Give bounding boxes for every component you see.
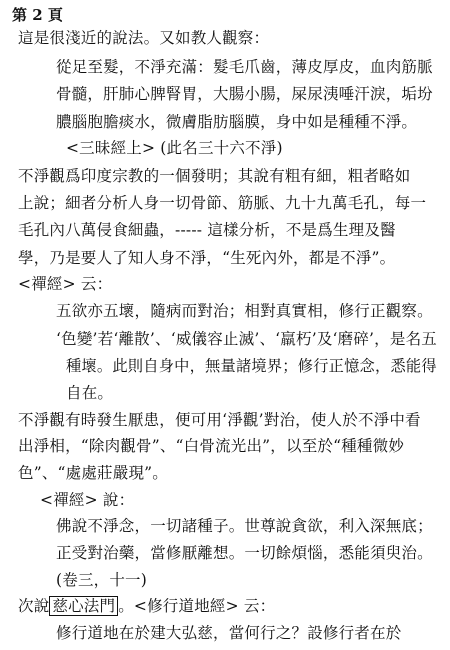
text-fragment: 次說	[18, 597, 50, 616]
quote-line: ‘色變’若‘離散’、‘威儀容止滅’、‘羸朽’及‘磨碎’，是名五	[56, 329, 437, 348]
text-line: 毛孔內八萬侵食細蟲，----- 這樣分析，不是爲生理及醫	[18, 221, 396, 240]
citation-line: <三昧經上> (此名三十六不淨)	[66, 139, 283, 158]
boxed-term: 慈心法門	[49, 596, 118, 616]
quote-line: 種壞。此則自身中，無量諸境界；修行正憶念，悉能得	[66, 357, 437, 376]
page-number-header: 第 2 頁	[12, 6, 63, 24]
citation-line: (卷三，十一)	[56, 570, 147, 589]
quote-line: 骨髓，肝肺心脾腎胃，大腸小腸，屎尿洟唾汗淚，垢坋	[56, 85, 433, 103]
text-line: 學，乃是要人了知人身不淨，“生死內外，都是不淨”。	[18, 248, 396, 267]
citation-line: <禪經> 說：	[40, 490, 135, 509]
text-line: 色”、“處處莊嚴現”。	[18, 463, 168, 482]
citation-line: <禪經> 云：	[18, 274, 113, 293]
text-line: 不淨觀有時發生厭患，便可用‘淨觀’對治，使人於不淨中看	[18, 410, 421, 429]
quote-line: 正受對治藥，當修厭離想。一切餘煩惱，悉能須臾治。	[56, 544, 433, 562]
quote-line: 修行道地在於建大弘慈，當何行之？設修行者在於	[56, 624, 402, 642]
quote-line: 自在。	[66, 383, 114, 402]
text-line: 這是很淺近的說法。又如教人觀察：	[18, 29, 270, 47]
text-line: 不淨觀爲印度宗教的一個發明；其說有粗有細，粗者略如	[18, 166, 411, 185]
text-line: 出淨相，“除肉觀骨”、“白骨流光出”，以至於“種種微妙	[18, 437, 405, 456]
text-line: 上說；細者分析人身一切骨節、筋脈、九十九萬毛孔，每一	[18, 193, 427, 212]
quote-line: 從足至髮，不淨充滿：髮毛爪齒，薄皮厚皮，血肉筋脈	[56, 57, 433, 76]
quote-line: 佛說不淨念，一切諸種子。世尊說貪欲，利入深無底；	[56, 517, 433, 536]
quote-line: 膿腦胞膽痰水，微膚脂肪腦膜，身中如是種種不淨。	[56, 112, 418, 131]
quote-line: 五欲亦五壞，隨病而對治；相對真實相，修行正觀察。	[56, 302, 433, 320]
text-line	[18, 597, 275, 615]
text-fragment: 。<修行道地經> 云：	[118, 597, 276, 616]
